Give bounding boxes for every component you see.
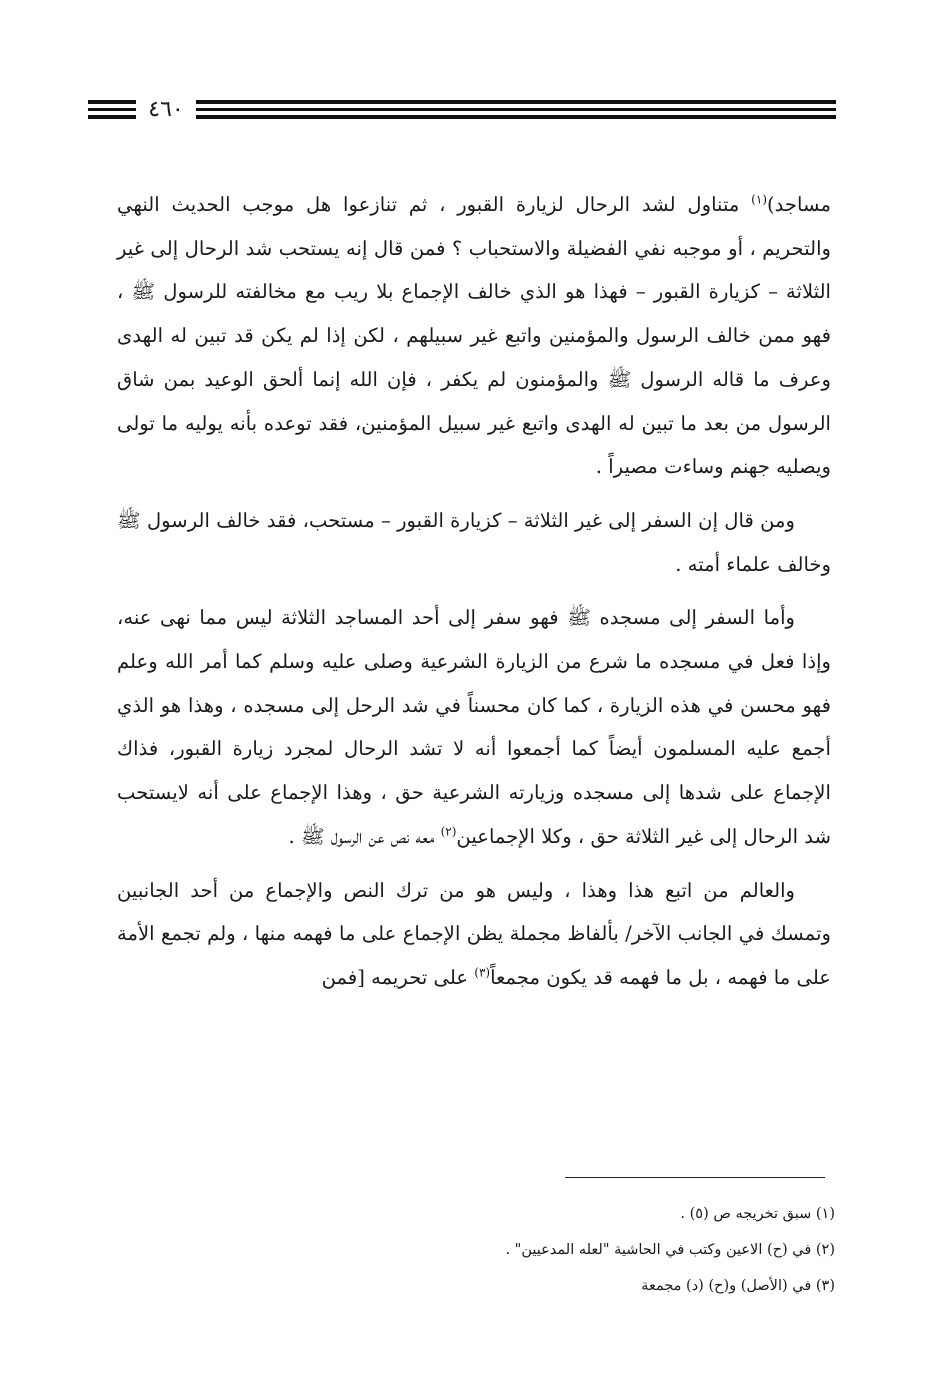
page-header [88,97,836,123]
paragraph: وأما السفر إلى مسجده ﷺ فهو سفر إلى أحد المساجد الثلاثة ليس مما نهى عنه، وإذا فعل في مسجده ما شرع من الزيارة الشرعية وصلى عليه وسلم كما أمر الله وعلم فهو محسن في هذه الزيارة ، كما كان محسناً في شد الرحل إلى مسجده ، وهذا هو الذي أجمع عليه المسلمون أيضاً كما أجمعوا أنه لا تشد الرحال لمجرد زيارة القبور، فذاك الإجماع على شدها إلى مسجده وزيارته الشرعية حق ، وهذا الإجماع على أنه لايستحب شد الرحال إلى غير الثلاثة حق ، وكلا الإجماعين$^{(٢)}$ معه نص عن الرسول ﷺ . [117,606,831,848]
page-number: ٤٦٠ [148,97,184,122]
footnote: (٣) في (الأصل) و(ح) (د) مجمعة [641,1278,835,1294]
main-text [117,183,831,1000]
paragraph: مساجد)$^{(١)}$ متناول لشد الرحال لزيارة القبور ، ثم تنازعوا هل موجب الحديث النهي والتحريم ، أو موجبه نفي الفضيلة والاستحباب ؟ فمن قال إنه يستحب شد الرحال إلى غير الثلاثة – كزيارة القبور – فهذا هو الذي خالف الإجماع بلا ريب مع مخالفته للرسول ﷺ ، فهو ممن خالف الرسول والمؤمنين واتبع غير سبيلهم ، لكن إذا لم يكن قد تبين له الهدى وعرف ما قاله الرسول ﷺ والمؤمنون لم يكفر ، فإن الله إنما ألحق الوعيد بمن شاق الرسول من بعد ما تبين له الهدى واتبع غير سبيل المؤمنين، فقد توعده بأنه يوليه ما تولى ويصليه جهنم وساءت مصيراً . [117,192,831,479]
header-rule-left [88,97,136,123]
footnote-divider [565,1177,825,1178]
footnote: (٢) في (ح) الاعين وكتب في الحاشية "لعله المدعيين" . [505,1242,835,1258]
footnote-ref: (١) [751,192,767,207]
footnote: (١) سبق تخريجه ص (٥) . [680,1206,835,1222]
footnote-ref: (٣) [474,965,491,980]
header-rule-right [196,97,836,123]
paragraph: والعالم من اتبع هذا وهذا ، وليس هو من ترك النص والإجماع من أحد الجانبين وتمسك في الجانب الآخر/ بألفاظ مجملة يظن الإجماع على ما فهمه منها ، ولم تجمع الأمة على ما فهمه ، بل ما فهمه قد يكون مجمعاً$^{(٣)}$ على تحريمه [فمن [117,878,831,989]
footnotes [440,1196,835,1304]
paragraph: ومن قال إن السفر إلى غير الثلاثة – كزيارة القبور – مستحب، فقد خالف الرسول ﷺ وخالف علماء أمته . [117,508,831,576]
footnote-ref: (٢) [440,824,457,839]
